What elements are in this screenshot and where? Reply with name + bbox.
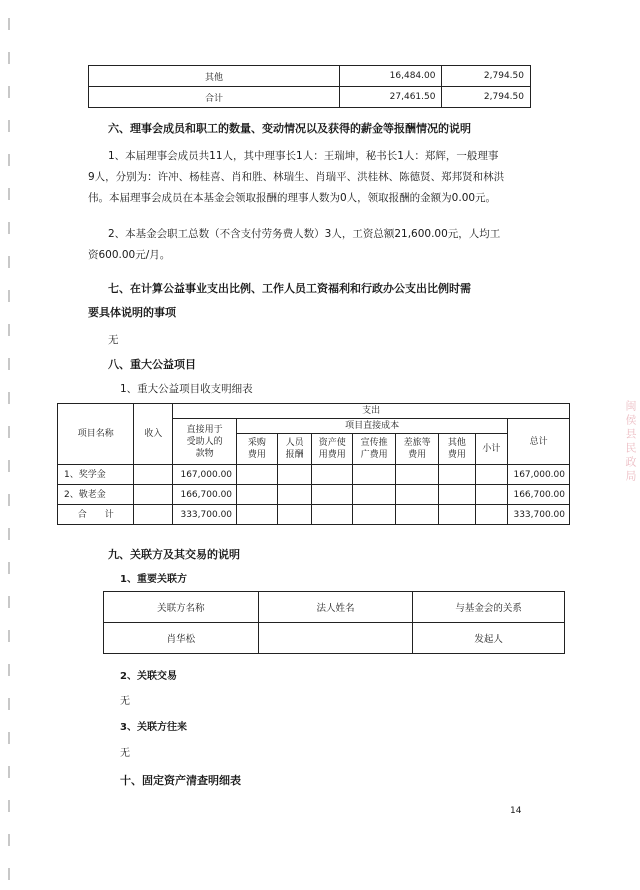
section-9-sub3: 3、关联方往来 (120, 722, 187, 733)
empty-cell (312, 465, 353, 485)
header-travel (396, 434, 439, 465)
total-cell: 333,700.00 (508, 505, 570, 525)
empty-cell (396, 485, 439, 505)
row-value: 2,794.50 (442, 87, 531, 108)
header-text: 差旅等 (403, 438, 431, 448)
income-cell (134, 465, 173, 485)
header-project-name: 项目名称 (58, 404, 134, 465)
income-cell (134, 485, 173, 505)
header-text: 款物 (195, 448, 214, 459)
header-subtotal: 小计 (475, 434, 507, 465)
table-row (58, 465, 570, 485)
header-staff-pay (277, 434, 312, 465)
header-text: 费用 (247, 450, 266, 460)
section-8-heading: 八、重大公益项目 (108, 358, 196, 371)
empty-cell (396, 505, 439, 525)
empty-cell (312, 485, 353, 505)
table-row (104, 623, 565, 654)
header-text: 报酬 (285, 450, 304, 460)
table-row (89, 87, 531, 108)
section-6-body-cont (88, 167, 538, 209)
empty-cell (277, 465, 312, 485)
related-party-table (103, 591, 565, 654)
paragraph-line: 1、本届理事会成员共11人，其中理事长1人：王瑞坤，秘书长1人：郑辉，一般理事 (108, 150, 499, 162)
section-9-heading: 九、关联方及其交易的说明 (108, 548, 240, 561)
section-7-body: 无 (108, 334, 119, 346)
row-label: 其他 (89, 66, 340, 87)
header-expense: 支出 (173, 404, 570, 419)
section-9-sub2: 2、关联交易 (120, 671, 177, 682)
header-procurement (237, 434, 278, 465)
total-cell: 167,000.00 (508, 465, 570, 485)
empty-cell (475, 505, 507, 525)
direct-cell: 333,700.00 (173, 505, 237, 525)
header-total: 总计 (508, 419, 570, 465)
row-value: 2,794.50 (442, 66, 531, 87)
section-9-sub2-body: 无 (120, 696, 130, 707)
empty-cell (439, 505, 476, 525)
header-text: 费用 (447, 450, 466, 460)
empty-cell (277, 505, 312, 525)
empty-cell (475, 485, 507, 505)
header-text: 受助人的 (186, 436, 223, 447)
section-6-para2 (108, 224, 538, 245)
direct-cell: 167,000.00 (173, 465, 237, 485)
empty-cell (237, 465, 278, 485)
project-name: 2、敬老金 (58, 485, 134, 505)
header-party-name: 关联方名称 (104, 592, 259, 623)
row-value: 27,461.50 (340, 87, 442, 108)
section-6-body (108, 146, 538, 167)
header-text: 资产使 (318, 438, 346, 448)
empty-cell (475, 465, 507, 485)
paragraph-line: 伟。本届理事会成员在本基金会领取报酬的理事人数为0人，领取报酬的金额为0.00元。 (88, 192, 497, 204)
section-6-heading: 六、理事会成员和职工的数量、变动情况以及获得的薪金等报酬情况的说明 (108, 122, 471, 135)
header-text: 直接用于 (186, 424, 223, 435)
header-promotion (353, 434, 396, 465)
header-direct-funds (173, 419, 237, 465)
project-name: 合 计 (58, 505, 134, 525)
header-direct-cost: 项目直接成本 (237, 419, 508, 434)
direct-cell: 166,700.00 (173, 485, 237, 505)
legal-person (258, 623, 413, 654)
header-text: 广费用 (360, 450, 388, 460)
header-legal-person: 法人姓名 (258, 592, 413, 623)
section-10-heading: 十、固定资产清查明细表 (120, 774, 241, 787)
section-6-para2-cont (88, 245, 170, 266)
empty-cell (353, 465, 396, 485)
empty-cell (439, 485, 476, 505)
empty-cell (277, 485, 312, 505)
official-stamp: 闽侯县民政局 (624, 400, 637, 484)
empty-cell (237, 485, 278, 505)
header-other (439, 434, 476, 465)
section-7-heading-line1: 七、在计算公益事业支出比例、工作人员工资福利和行政办公支出比例时需 (108, 282, 471, 295)
empty-cell (396, 465, 439, 485)
header-income: 收入 (134, 404, 173, 465)
header-text: 费用 (408, 450, 427, 460)
empty-cell (439, 465, 476, 485)
paragraph-line: 资600.00元/月。 (88, 249, 171, 261)
header-text: 宣传推 (360, 438, 388, 448)
section-7-heading-line2: 要具体说明的事项 (88, 306, 176, 319)
row-label: 合计 (89, 87, 340, 108)
paragraph-line: 9人，分别为：许冲、杨桂喜、肖和胜、林瑞生、肖瑞平、洪桂林、陈德贤、郑邦贤和林洪 (88, 171, 505, 183)
page-number: 14 (510, 806, 522, 816)
header-asset-use (312, 434, 353, 465)
relationship: 发起人 (413, 623, 565, 654)
public-project-table (57, 403, 570, 525)
header-text: 人员 (285, 438, 304, 448)
header-text: 采购 (247, 438, 266, 448)
empty-cell (237, 505, 278, 525)
empty-cell (353, 485, 396, 505)
income-cell (134, 505, 173, 525)
section-8-subheading: 1、重大公益项目收支明细表 (120, 383, 253, 395)
row-value: 16,484.00 (340, 66, 442, 87)
table-row (89, 66, 531, 87)
project-name: 1、奖学金 (58, 465, 134, 485)
table-row (58, 505, 570, 525)
section-9-sub1: 1、重要关联方 (120, 574, 187, 585)
expense-summary-table (88, 65, 531, 108)
table-row (58, 485, 570, 505)
total-cell: 166,700.00 (508, 485, 570, 505)
header-relationship: 与基金会的关系 (413, 592, 565, 623)
header-text: 用费用 (318, 450, 346, 460)
header-text: 其他 (447, 438, 466, 448)
section-9-sub3-body: 无 (120, 748, 130, 759)
party-name: 肖华松 (104, 623, 259, 654)
paragraph-line: 2、本基金会职工总数（不含支付劳务费人数）3人，工资总额21,600.00元，人均工 (108, 228, 501, 240)
empty-cell (312, 505, 353, 525)
empty-cell (353, 505, 396, 525)
